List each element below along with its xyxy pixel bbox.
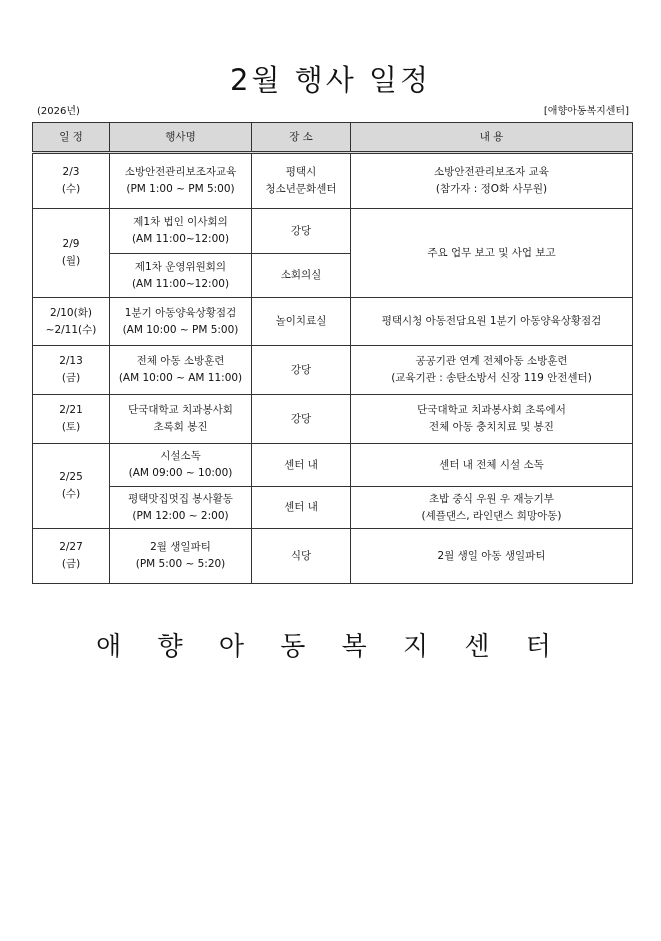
table-row xyxy=(33,346,633,395)
event-name-cell xyxy=(110,298,252,346)
table-row xyxy=(33,487,633,529)
schedule-body xyxy=(33,153,633,584)
content-cell xyxy=(351,395,633,444)
content-cell-line: (교육기관 : 송탄소방서 신장 119 안전센터) xyxy=(391,372,592,384)
header-content: 내 용 xyxy=(351,123,633,153)
event-name-cell-line: 시설소독 xyxy=(160,450,201,462)
content-cell xyxy=(351,153,633,209)
organization-footer: 애 향 아 동 복 지 센 터 xyxy=(96,632,565,662)
place-cell-line: 강당 xyxy=(290,363,312,376)
content-cell-line: 소방안전관리보조자 교육 xyxy=(434,166,549,178)
event-name-cell xyxy=(110,254,252,298)
event-name-cell-line: (AM 11:00~12:00) xyxy=(131,277,230,290)
date-cell-line: 2/13 xyxy=(59,355,83,367)
place-cell-line: 소회의실 xyxy=(280,269,322,281)
place-cell xyxy=(252,487,351,529)
content-cell-line: (참가자 : 정O화 사무원) xyxy=(435,183,548,195)
content-cell-line: (셰플댄스, 라인댄스 희망아동) xyxy=(421,509,562,522)
date-cell-line: 2/3 xyxy=(62,166,80,178)
date-cell xyxy=(33,395,110,444)
content-cell xyxy=(351,346,633,395)
event-name-cell xyxy=(110,346,252,395)
content-cell-line: 평택시청 아동전담요원 1분기 아동양육상황점검 xyxy=(381,315,602,327)
event-name-cell-line: (PM 5:00 ~ 5:20) xyxy=(135,558,226,570)
org-label: [애향아동복지센터] xyxy=(543,106,629,117)
date-cell-line: ~2/11(수) xyxy=(45,323,97,336)
date-cell-line: 2/21 xyxy=(59,404,83,416)
event-name-cell-line: 1분기 아동양육상황점검 xyxy=(124,306,237,319)
event-name-cell-line: 제1차 운영위원회의 xyxy=(134,260,227,273)
table-row xyxy=(33,153,633,209)
table-row xyxy=(33,209,633,254)
date-cell xyxy=(33,529,110,584)
content-cell xyxy=(351,487,633,529)
place-cell xyxy=(252,254,351,298)
content-cell-line: 주요 업무 보고 및 사업 보고 xyxy=(427,246,556,259)
date-cell xyxy=(33,153,110,209)
content-cell-line: 2월 생일 아동 생일파티 xyxy=(437,549,546,562)
date-cell xyxy=(33,298,110,346)
event-name-cell xyxy=(110,209,252,254)
date-cell-line: 2/9 xyxy=(62,238,80,250)
date-cell xyxy=(33,209,110,298)
place-cell xyxy=(252,153,351,209)
event-name-cell-line: (AM 11:00~12:00) xyxy=(131,233,230,245)
event-name-cell xyxy=(110,487,252,529)
place-cell-line: 센터 내 xyxy=(284,458,318,471)
place-cell-line: 센터 내 xyxy=(284,501,318,513)
place-cell-line: 놀이치료실 xyxy=(275,315,327,327)
date-cell-line: (금) xyxy=(61,372,81,384)
year-label: (2026년) xyxy=(37,106,80,117)
date-cell-line: (금) xyxy=(61,558,81,570)
place-cell-line: 식당 xyxy=(290,549,312,562)
event-name-cell-line: (AM 10:00 ~ AM 11:00) xyxy=(118,372,243,384)
event-name-cell xyxy=(110,529,252,584)
event-name-cell-line: 2월 생일파티 xyxy=(150,541,211,553)
place-cell xyxy=(252,395,351,444)
place-cell-line: 평택시 xyxy=(285,166,317,178)
date-cell xyxy=(33,444,110,529)
event-name-cell-line: 평택맛집멋집 봉사활동 xyxy=(128,492,233,505)
event-name-cell-line: 초록회 봉진 xyxy=(153,421,208,433)
table-header-row xyxy=(33,123,633,153)
table-row xyxy=(33,298,633,346)
table-row xyxy=(33,529,633,584)
event-name-cell xyxy=(110,444,252,487)
event-name-cell xyxy=(110,395,252,444)
place-cell-line: 강당 xyxy=(290,412,312,425)
event-name-cell-line: 제1차 법인 이사회의 xyxy=(133,216,228,228)
date-cell xyxy=(33,346,110,395)
event-name-cell-line: (AM 10:00 ~ PM 5:00) xyxy=(122,323,239,336)
header-place: 장 소 xyxy=(252,123,351,153)
place-cell-line: 청소년문화센터 xyxy=(265,183,337,195)
content-cell-line: 공공기관 연계 전체아동 소방훈련 xyxy=(415,355,568,367)
content-cell xyxy=(351,298,633,346)
place-cell xyxy=(252,529,351,584)
header-date: 일 정 xyxy=(33,123,110,153)
event-name-cell-line: 단국대학교 치과봉사회 xyxy=(128,404,233,416)
place-cell xyxy=(252,444,351,487)
event-name-cell-line: (PM 1:00 ~ PM 5:00) xyxy=(126,183,235,195)
place-cell xyxy=(252,209,351,254)
date-cell-line: 2/25 xyxy=(59,471,83,483)
event-name-cell xyxy=(110,153,252,209)
page-title: 2월 행사 일정 xyxy=(230,63,431,97)
event-name-cell-line: 소방안전관리보조자교육 xyxy=(124,166,237,178)
date-cell-line: (수) xyxy=(61,488,81,500)
content-cell xyxy=(351,444,633,487)
date-cell-line: 2/10(화) xyxy=(50,306,92,319)
content-cell-line: 전체 아동 충치치료 및 봉진 xyxy=(429,421,554,433)
date-cell-line: (월) xyxy=(61,255,81,267)
date-cell-line: (토) xyxy=(61,421,81,433)
content-cell-line: 센터 내 전체 시설 소독 xyxy=(439,458,544,471)
place-cell xyxy=(252,346,351,395)
content-cell xyxy=(351,209,633,298)
event-name-cell-line: (PM 12:00 ~ 2:00) xyxy=(132,509,229,522)
event-name-cell-line: 전체 아동 소방훈련 xyxy=(136,355,225,367)
table-row xyxy=(33,395,633,444)
header-event: 행사명 xyxy=(110,123,252,153)
table-row xyxy=(33,444,633,487)
content-cell-line: 단국대학교 치과봉사회 초록에서 xyxy=(417,404,566,416)
place-cell xyxy=(252,298,351,346)
date-cell-line: (수) xyxy=(61,183,81,195)
date-cell-line: 2/27 xyxy=(59,541,83,553)
place-cell-line: 강당 xyxy=(290,224,312,237)
content-cell xyxy=(351,529,633,584)
content-cell-line: 초밥 중식 우원 우 재능기부 xyxy=(429,492,554,505)
schedule-table xyxy=(32,122,633,584)
event-name-cell-line: (AM 09:00 ~ 10:00) xyxy=(128,467,233,479)
